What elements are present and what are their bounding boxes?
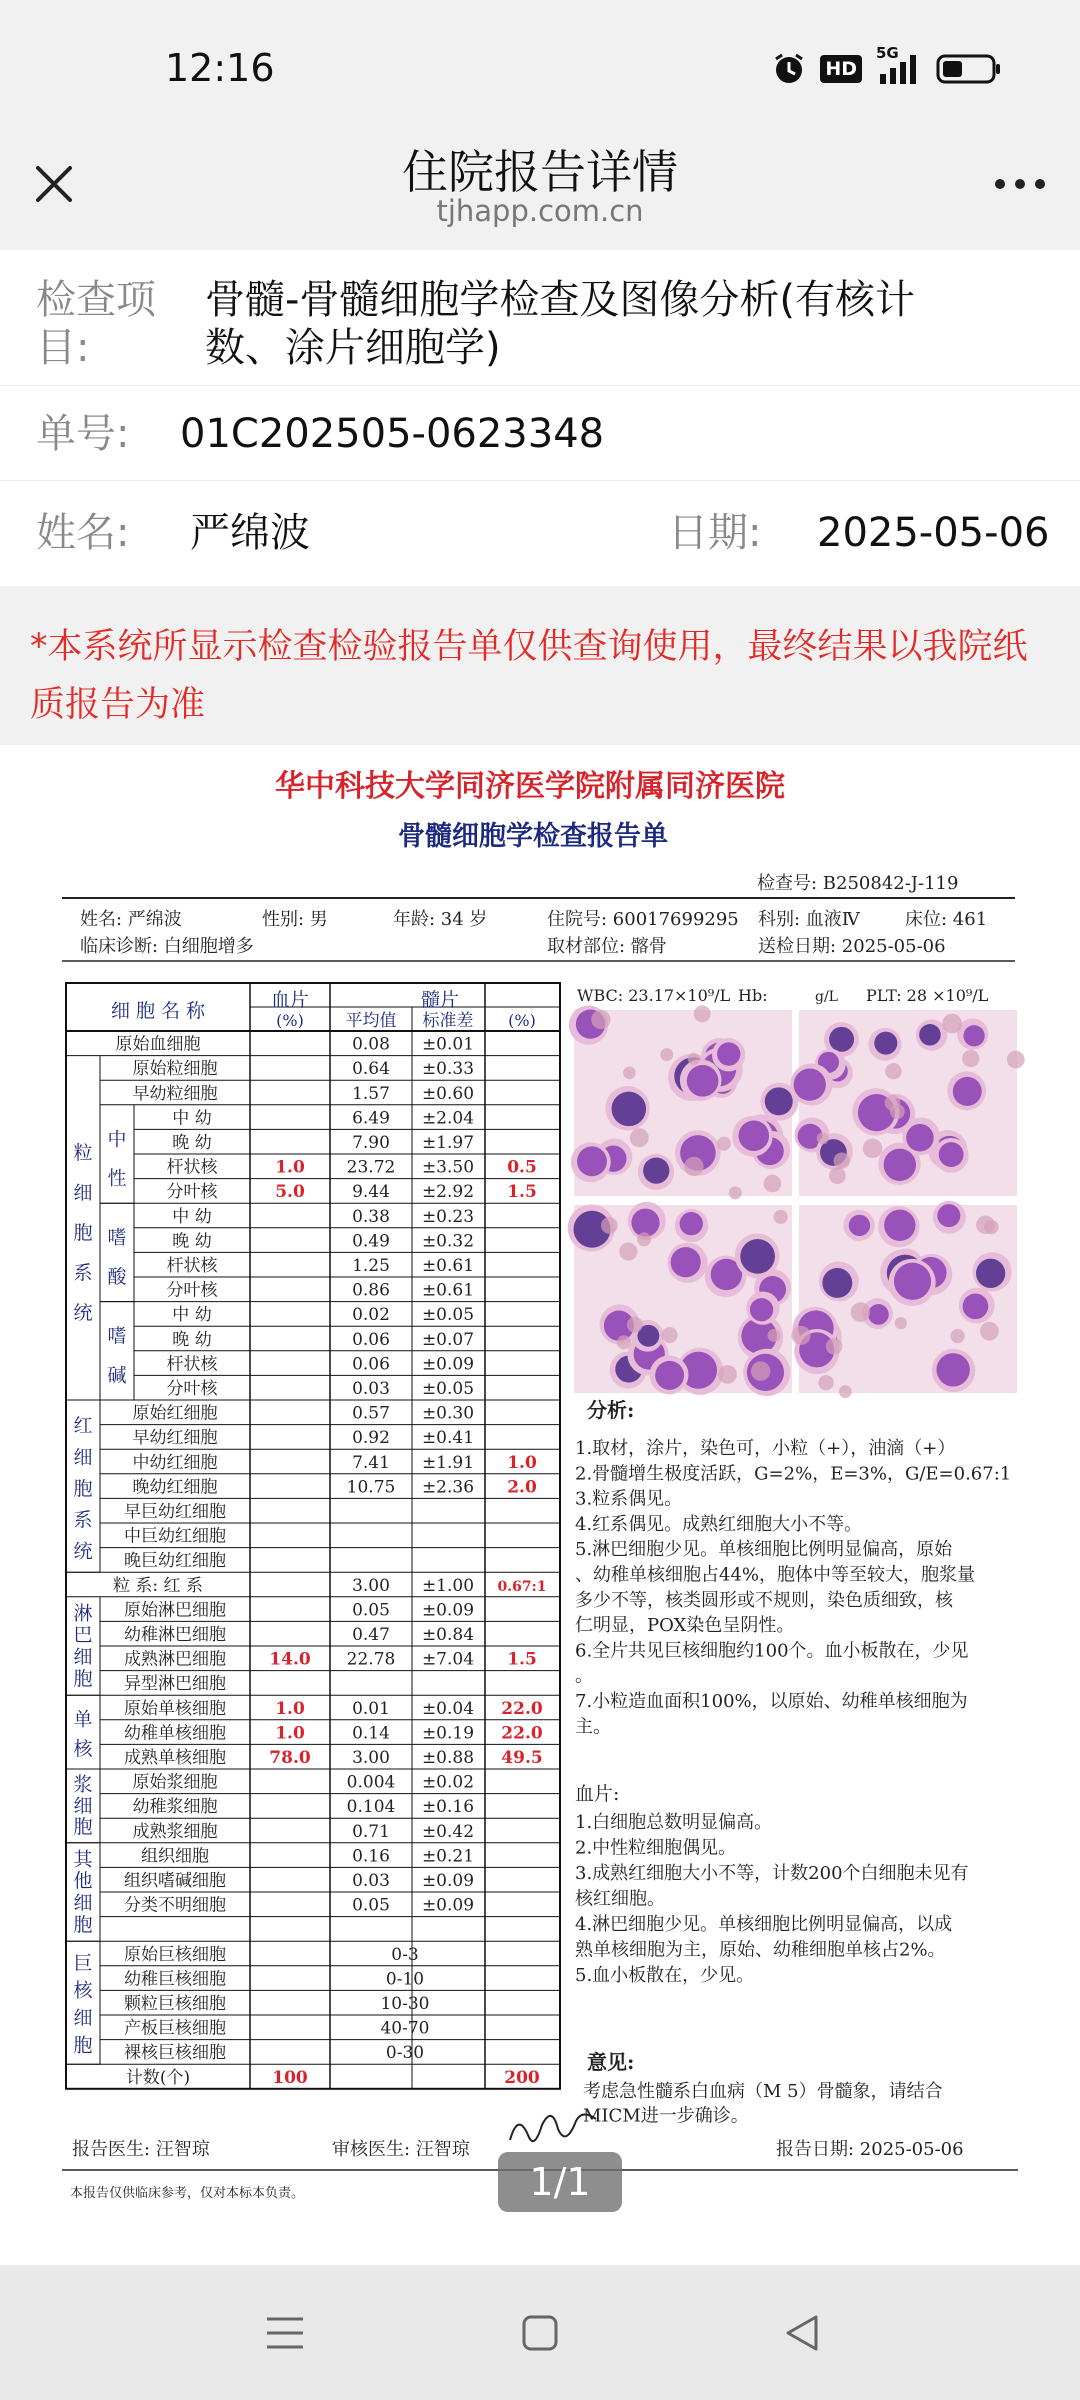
table-row [172,1330,474,1350]
cell-name: 幼稚单核细胞 [124,1723,226,1744]
group-label [73,1848,93,1936]
marrow-mean: 0.01 [352,1698,390,1719]
cell-name: 分叶核 [166,1280,218,1301]
more-button[interactable] [990,164,1050,204]
cell-name: 晚巨幼红细胞 [124,1551,226,1572]
home-icon [520,2313,560,2353]
text-line: 多少不等，核类圆形或不规则，染色质细致，核 [575,1589,953,1611]
cell-name: 计数(个) [125,2067,191,2088]
cell-name: 中巨幼红细胞 [124,1526,226,1547]
hb-unit: g/L [815,989,838,1005]
group-label [107,1325,126,1386]
exam-item-value: 骨髓-骨髓细胞学检查及图像分析(有核计数、涂片细胞学) [205,277,916,371]
group-label-text: 单核 [73,1708,93,1761]
wbc-value: WBC: 23.17×10⁹/L [577,986,731,1005]
text-line: 2.中性粒细胞偶见。 [575,1837,737,1859]
text-line: 熟单核细胞为主，原始、幼稚细胞单核占2%。 [575,1939,946,1961]
marrow-mean: 1.25 [352,1256,390,1276]
report-admission-no: 住院号: 60017699295 [547,909,739,930]
text-line: 6.全片共见巨核细胞约100个。血小板散在，少见 [575,1640,969,1662]
text-line: 核红细胞。 [575,1888,665,1910]
report-department: 科别: 血液Ⅳ [758,909,860,930]
group-label [107,1227,127,1288]
cell-name: 杆状核 [166,1256,218,1276]
marrow-mean: 0.71 [352,1821,390,1842]
marrow-pct: 49.5 [501,1748,543,1768]
marrow-sd: ±0.42 [421,1821,475,1842]
cell-name: 原始淋巴细胞 [124,1600,226,1621]
marrow-sd: ±1.00 [421,1575,475,1596]
text-line: 2.骨髓增生极度活跃，G=2%，E=3%，G/E=0.67:1 [575,1463,1012,1485]
table-header-marrow: 髓片 [420,989,460,1011]
group-label-text: 淋巴细胞 [73,1602,93,1690]
hb-label: Hb: [738,986,768,1005]
cell-name: 裸核巨核细胞 [124,2043,226,2064]
text-line: 1.取材，涂片，染色可，小粒（+），油滴（+） [575,1438,956,1459]
marrow-mean: 0.57 [352,1403,390,1424]
status-bar [0,0,1080,130]
text-line: 5.血小板散在，少见。 [575,1965,755,1986]
marrow-sd: ±0.84 [421,1625,475,1645]
marrow-mean: 6.49 [352,1108,390,1129]
hd-icon: HD [820,55,862,83]
table-row [133,1084,475,1104]
text-line: 3.成熟红细胞大小不等，计数200个白细胞未见有 [575,1863,969,1884]
exam-item-label: 检查项目: [36,277,156,371]
cell-name: 组织细胞 [141,1846,209,1867]
report-hospital-name: 华中科技大学同济医学院附属同济医院 [275,769,785,804]
table-row [133,1797,475,1817]
page-domain: tjhapp.com.cn [436,194,644,228]
table-row [124,1699,543,1719]
table-row [124,1969,424,1989]
marrow-mean: 10.75 [346,1477,396,1498]
group-label [73,1415,92,1562]
table-row [124,1723,543,1743]
report-bed: 床位: 461 [905,909,988,930]
table-row [167,1182,537,1202]
table-row [133,1453,537,1473]
marrow-mean: 0.06 [352,1354,390,1375]
cell-name: 成熟淋巴细胞 [124,1649,226,1670]
marrow-mean: 0.02 [352,1305,390,1326]
table-header-cell-name: 细 胞 名 称 [110,1000,206,1022]
marrow-pct: 0.67:1 [497,1578,547,1595]
table-row [126,2068,540,2088]
table-row [124,1625,474,1645]
table-row [172,1207,474,1227]
text-line: 7.小粒造血面积100%，以原始、幼稚单核细胞为 [575,1691,968,1712]
cell-name: 早巨幼红细胞 [124,1502,226,1522]
group-label [73,1709,93,1761]
marrow-sd: ±0.61 [421,1280,475,1301]
report-patient-name: 姓名: 严绵波 [80,909,182,930]
blood-pct: 1.0 [275,1698,305,1719]
group-label [73,1602,92,1690]
blood-pct: 100 [272,2067,308,2088]
marrow-sd: ±0.09 [421,1600,475,1621]
blood-pct: 14.0 [269,1649,311,1670]
table-row [124,2043,424,2063]
table-row [167,1379,475,1399]
marrow-sd: ±2.92 [421,1182,475,1203]
review-doctor: 审核医生: 汪智琼 [332,2139,470,2160]
marrow-sd: ±0.61 [421,1256,475,1276]
table-header-marrow-pct: (%) [508,1011,536,1030]
table-row [124,1896,474,1916]
cell-name: 中 幼 [172,1206,212,1227]
order-number-row [0,386,1080,481]
table-row [124,1871,474,1891]
marrow-mean: 1.57 [352,1083,390,1104]
cell-name: 原始红细胞 [132,1403,218,1424]
group-label-text: 嗜酸 [107,1226,127,1289]
cell-name: 原始粒细胞 [132,1059,218,1080]
page-title: 住院报告详情 [402,145,678,199]
cell-name: 产板巨核细胞 [124,2018,226,2039]
marrow-mean: 0.03 [352,1871,390,1891]
marrow-sd: ±7.04 [421,1649,475,1670]
cell-name: 杆状核 [166,1157,218,1178]
marrow-mean: 7.90 [352,1133,390,1153]
cell-name: 颗粒巨核细胞 [124,1994,226,2014]
cell-name: 异型淋巴细胞 [124,1674,226,1695]
cell-name: 分类不明细胞 [124,1895,226,1916]
marrow-micrograph-4 [791,1201,1017,1398]
table-row [124,1551,226,1571]
marrow-pct: 22.0 [501,1698,543,1719]
signal-5g-icon: 5G [876,52,922,86]
marrow-sd: ±0.21 [421,1846,475,1867]
name-label: 姓名: [36,510,130,556]
table-row [124,1674,226,1694]
marrow-range: 0-10 [385,1969,425,1990]
cell-name: 幼稚浆细胞 [132,1797,218,1818]
marrow-sd: ±1.97 [421,1133,475,1153]
report-date: 报告日期: 2025-05-06 [776,2139,964,2160]
marrow-mean: 0.05 [352,1600,390,1621]
cell-name: 组织嗜碱细胞 [124,1871,226,1891]
table-row [133,1404,475,1424]
text-line: 4.淋巴细胞少见。单核细胞比例明显偏高，以成 [575,1914,953,1935]
title-bar [0,130,1080,240]
marrow-mean: 9.44 [352,1182,390,1203]
marrow-mean: 0.06 [352,1329,390,1350]
cell-name: 分叶核 [166,1182,218,1203]
cell-name: 原始单核细胞 [124,1698,226,1719]
page-indicator: 1/1 [498,2152,622,2212]
cell-name: 早幼粒细胞 [132,1083,218,1104]
marrow-sd: ±0.60 [421,1083,475,1104]
exam-item-row [0,250,1080,386]
table-row [172,1305,474,1325]
marrow-sd: ±0.09 [421,1354,475,1375]
marrow-pct: 1.5 [507,1649,537,1670]
cell-name: 早幼红细胞 [132,1428,218,1449]
text-line: 1.白细胞总数明显偏高。 [575,1812,773,1833]
marrow-mean: 0.08 [352,1034,390,1055]
date-label: 日期: [668,510,762,556]
clock: 12:16 [165,46,275,90]
marrow-mean: 22.78 [346,1649,396,1670]
exam-number: 检查号: B250842-J-119 [757,873,959,894]
marrow-sd: ±0.19 [421,1723,475,1744]
marrow-pct: 1.0 [507,1452,537,1473]
report-sample-site: 取材部位: 髂骨 [547,936,667,957]
cell-name: 幼稚淋巴细胞 [124,1625,226,1645]
marrow-mean: 0.47 [352,1625,390,1645]
marrow-range: 10-30 [380,1994,430,2014]
system-nav-bar [0,2265,1080,2400]
marrow-micrograph-3 [568,1202,792,1396]
cell-name: 晚 幼 [172,1329,212,1350]
table-row [167,1256,475,1276]
text-line: 仁明显，POX染色呈阴性。 [575,1615,795,1637]
marrow-mean: 0.49 [352,1231,390,1252]
marrow-micrograph-1 [569,1005,799,1199]
cell-name: 粒 系: 红 系 [113,1575,203,1596]
analysis-text [575,1438,1011,1737]
marrow-sd: ±2.04 [421,1108,475,1129]
marrow-sd: ±0.05 [421,1379,475,1399]
cell-name: 成熟浆细胞 [132,1821,218,1842]
marrow-mean: 0.03 [352,1379,390,1399]
marrow-sd: ±0.33 [421,1059,475,1080]
text-line: 4.红系偶见。成熟红细胞大小不等。 [575,1513,863,1535]
report-doctor: 报告医生: 汪智琼 [72,2139,210,2160]
text-line: MICM进一步确诊。 [583,2105,749,2127]
marrow-mean: 23.72 [346,1157,396,1178]
table-row [124,1748,543,1768]
marrow-micrograph-2 [790,1010,1024,1196]
report-info-card [0,250,1080,586]
marrow-mean: 0.05 [352,1895,390,1916]
table-row [167,1281,475,1301]
text-line: 5.淋巴细胞少见。单核细胞比例明显偏高，原始 [575,1539,953,1561]
table-row [172,1231,474,1251]
cell-name: 中 幼 [172,1108,212,1129]
marrow-sd: ±0.01 [421,1034,475,1055]
marrow-sd: ±0.05 [421,1305,475,1326]
group-label-text: 巨核细胞 [73,1952,93,2057]
marrow-pct: 0.5 [507,1157,537,1178]
marrow-mean: 0.14 [352,1723,390,1744]
group-label [73,1952,93,2056]
home-button[interactable] [510,2305,570,2361]
cell-name: 中幼红细胞 [132,1452,218,1473]
marrow-mean: 0.86 [352,1280,390,1301]
cell-name: 分叶核 [166,1379,218,1399]
cell-name: 中 幼 [172,1305,212,1326]
table-row [124,1994,430,2014]
group-label [73,1142,92,1324]
group-label-text: 其他细胞 [73,1848,93,1936]
table-row [167,1354,475,1374]
marrow-mean: 0.004 [346,1772,396,1793]
marrow-sd: ±0.02 [421,1772,475,1793]
marrow-range: 40-70 [380,2018,430,2039]
table-header-blood: 血片 [270,989,310,1011]
menu-icon [265,2315,305,2351]
group-label-text: 粒细胞系统 [73,1142,93,1324]
recents-button[interactable] [255,2305,315,2361]
table-row [124,1945,419,1965]
marrow-sd: ±0.04 [421,1698,475,1719]
table-row [124,1600,474,1620]
blood-smear-text [575,1812,969,1986]
marrow-range: 0-3 [391,1944,419,1965]
group-label-text: 浆细胞 [73,1773,93,1838]
table-row [133,1428,475,1448]
cell-name: 杆状核 [166,1354,218,1375]
text-line: 。 [575,1665,593,1687]
blood-pct: 5.0 [275,1182,305,1203]
table-row [133,1477,537,1497]
text-line: 主。 [575,1716,611,1738]
table-row [141,1846,474,1866]
blood-pct: 1.0 [275,1157,305,1178]
cell-name: 晚幼红细胞 [132,1477,218,1498]
cell-name: 原始巨核细胞 [124,1944,226,1965]
table-row [124,1527,226,1547]
cell-name: 成熟单核细胞 [124,1748,226,1768]
marrow-sd: ±0.23 [421,1206,475,1227]
group-label-text: 中性 [107,1128,127,1190]
cell-name: 原始浆细胞 [132,1772,218,1793]
cell-name: 原始血细胞 [115,1034,201,1055]
status-icons [772,44,1002,86]
group-label [107,1128,126,1189]
marrow-mean: 0.16 [352,1846,390,1867]
marrow-sd: ±0.07 [421,1329,475,1350]
marrow-sd: ±0.16 [421,1797,475,1818]
battery-icon [936,53,1002,85]
marrow-sd: ±3.50 [421,1157,475,1178]
group-label [73,1774,92,1838]
marrow-mean: 0.104 [346,1797,396,1818]
alarm-icon [772,52,806,86]
table-row [133,1059,475,1079]
cell-name: 幼稚巨核细胞 [124,1969,226,1990]
cell-name: 晚 幼 [172,1231,212,1252]
table-header-blood-pct: (%) [276,1011,304,1030]
group-label-text: 红细胞系统 [73,1415,93,1563]
table-row [124,1502,226,1522]
table-header-sd: 标准差 [422,1011,474,1031]
order-number-label: 单号: [36,411,130,457]
opinion-title: 意见: [587,2050,635,2074]
marrow-pct: 22.0 [501,1723,543,1744]
report-diagnosis: 临床诊断: 白细胞增多 [80,936,254,957]
table-row [172,1133,474,1153]
opinion-text [583,2081,943,2127]
marrow-pct: 200 [504,2067,540,2088]
table-row [133,1822,475,1842]
table-row [116,1035,475,1055]
marrow-mean: 7.41 [352,1452,390,1473]
cell-name: 晚 幼 [172,1133,212,1153]
plt-value: PLT: 28 ×10⁹/L [866,986,989,1005]
marrow-mean: 3.00 [352,1575,390,1596]
blood-pct: 78.0 [269,1748,311,1768]
report-send-date: 送检日期: 2025-05-06 [758,936,946,957]
disclaimer-text: *本系统所显示检查检验报告单仅供查询使用，最终结果以我院纸质报告为准 [30,627,1028,725]
report-title: 骨髓细胞学检查报告单 [398,821,668,852]
marrow-sd: ±0.09 [421,1895,475,1916]
marrow-sd: ±0.32 [421,1231,475,1252]
marrow-mean: 3.00 [352,1748,390,1768]
analysis-title: 分析: [587,1398,635,1422]
report-footnote: 本报告仅供临床参考，仅对本标本负责。 [70,2186,305,2201]
back-button[interactable] [772,2305,832,2361]
table-row [133,1773,475,1793]
back-icon [782,2313,822,2353]
blood-smear-title: 血片: [575,1783,620,1805]
blood-pct: 1.0 [275,1723,305,1744]
report-sex: 性别: 男 [262,909,328,930]
marrow-sd: ±1.91 [421,1452,475,1473]
marrow-sd: ±0.41 [421,1428,475,1449]
group-label-text: 嗜碱 [107,1325,127,1387]
text-line: 考虑急性髓系白血病（M 5）骨髓象，请结合 [583,2081,943,2102]
date-value: 2025-05-06 [817,510,1050,556]
cell-table [66,983,560,2089]
marrow-sd: ±0.88 [421,1748,475,1768]
more-icon [994,178,1046,190]
marrow-sd: ±0.09 [421,1871,475,1891]
report-age: 年龄: 34 岁 [393,909,488,930]
marrow-pct: 1.5 [507,1182,537,1203]
text-line: 、幼稚单核细胞占44%，胞体中等至较大，胞浆量 [575,1564,976,1586]
marrow-sd: ±2.36 [421,1477,475,1498]
report-image[interactable] [0,745,1080,2265]
marrow-range: 0-30 [385,2043,425,2064]
patient-row [0,481,1080,586]
text-line: 3.粒系偶见。 [575,1488,683,1510]
marrow-mean: 0.64 [352,1059,390,1080]
order-number-value: 01C202505-0623348 [180,411,605,457]
table-row [167,1158,537,1178]
marrow-sd: ±0.30 [421,1403,475,1424]
marrow-mean: 0.38 [352,1206,390,1227]
table-row [124,2019,430,2039]
table-header-mean: 平均值 [345,1011,397,1031]
table-row [172,1108,474,1128]
marrow-pct: 2.0 [507,1477,537,1498]
name-value: 严绵波 [190,510,310,556]
marrow-mean: 0.92 [352,1428,390,1449]
